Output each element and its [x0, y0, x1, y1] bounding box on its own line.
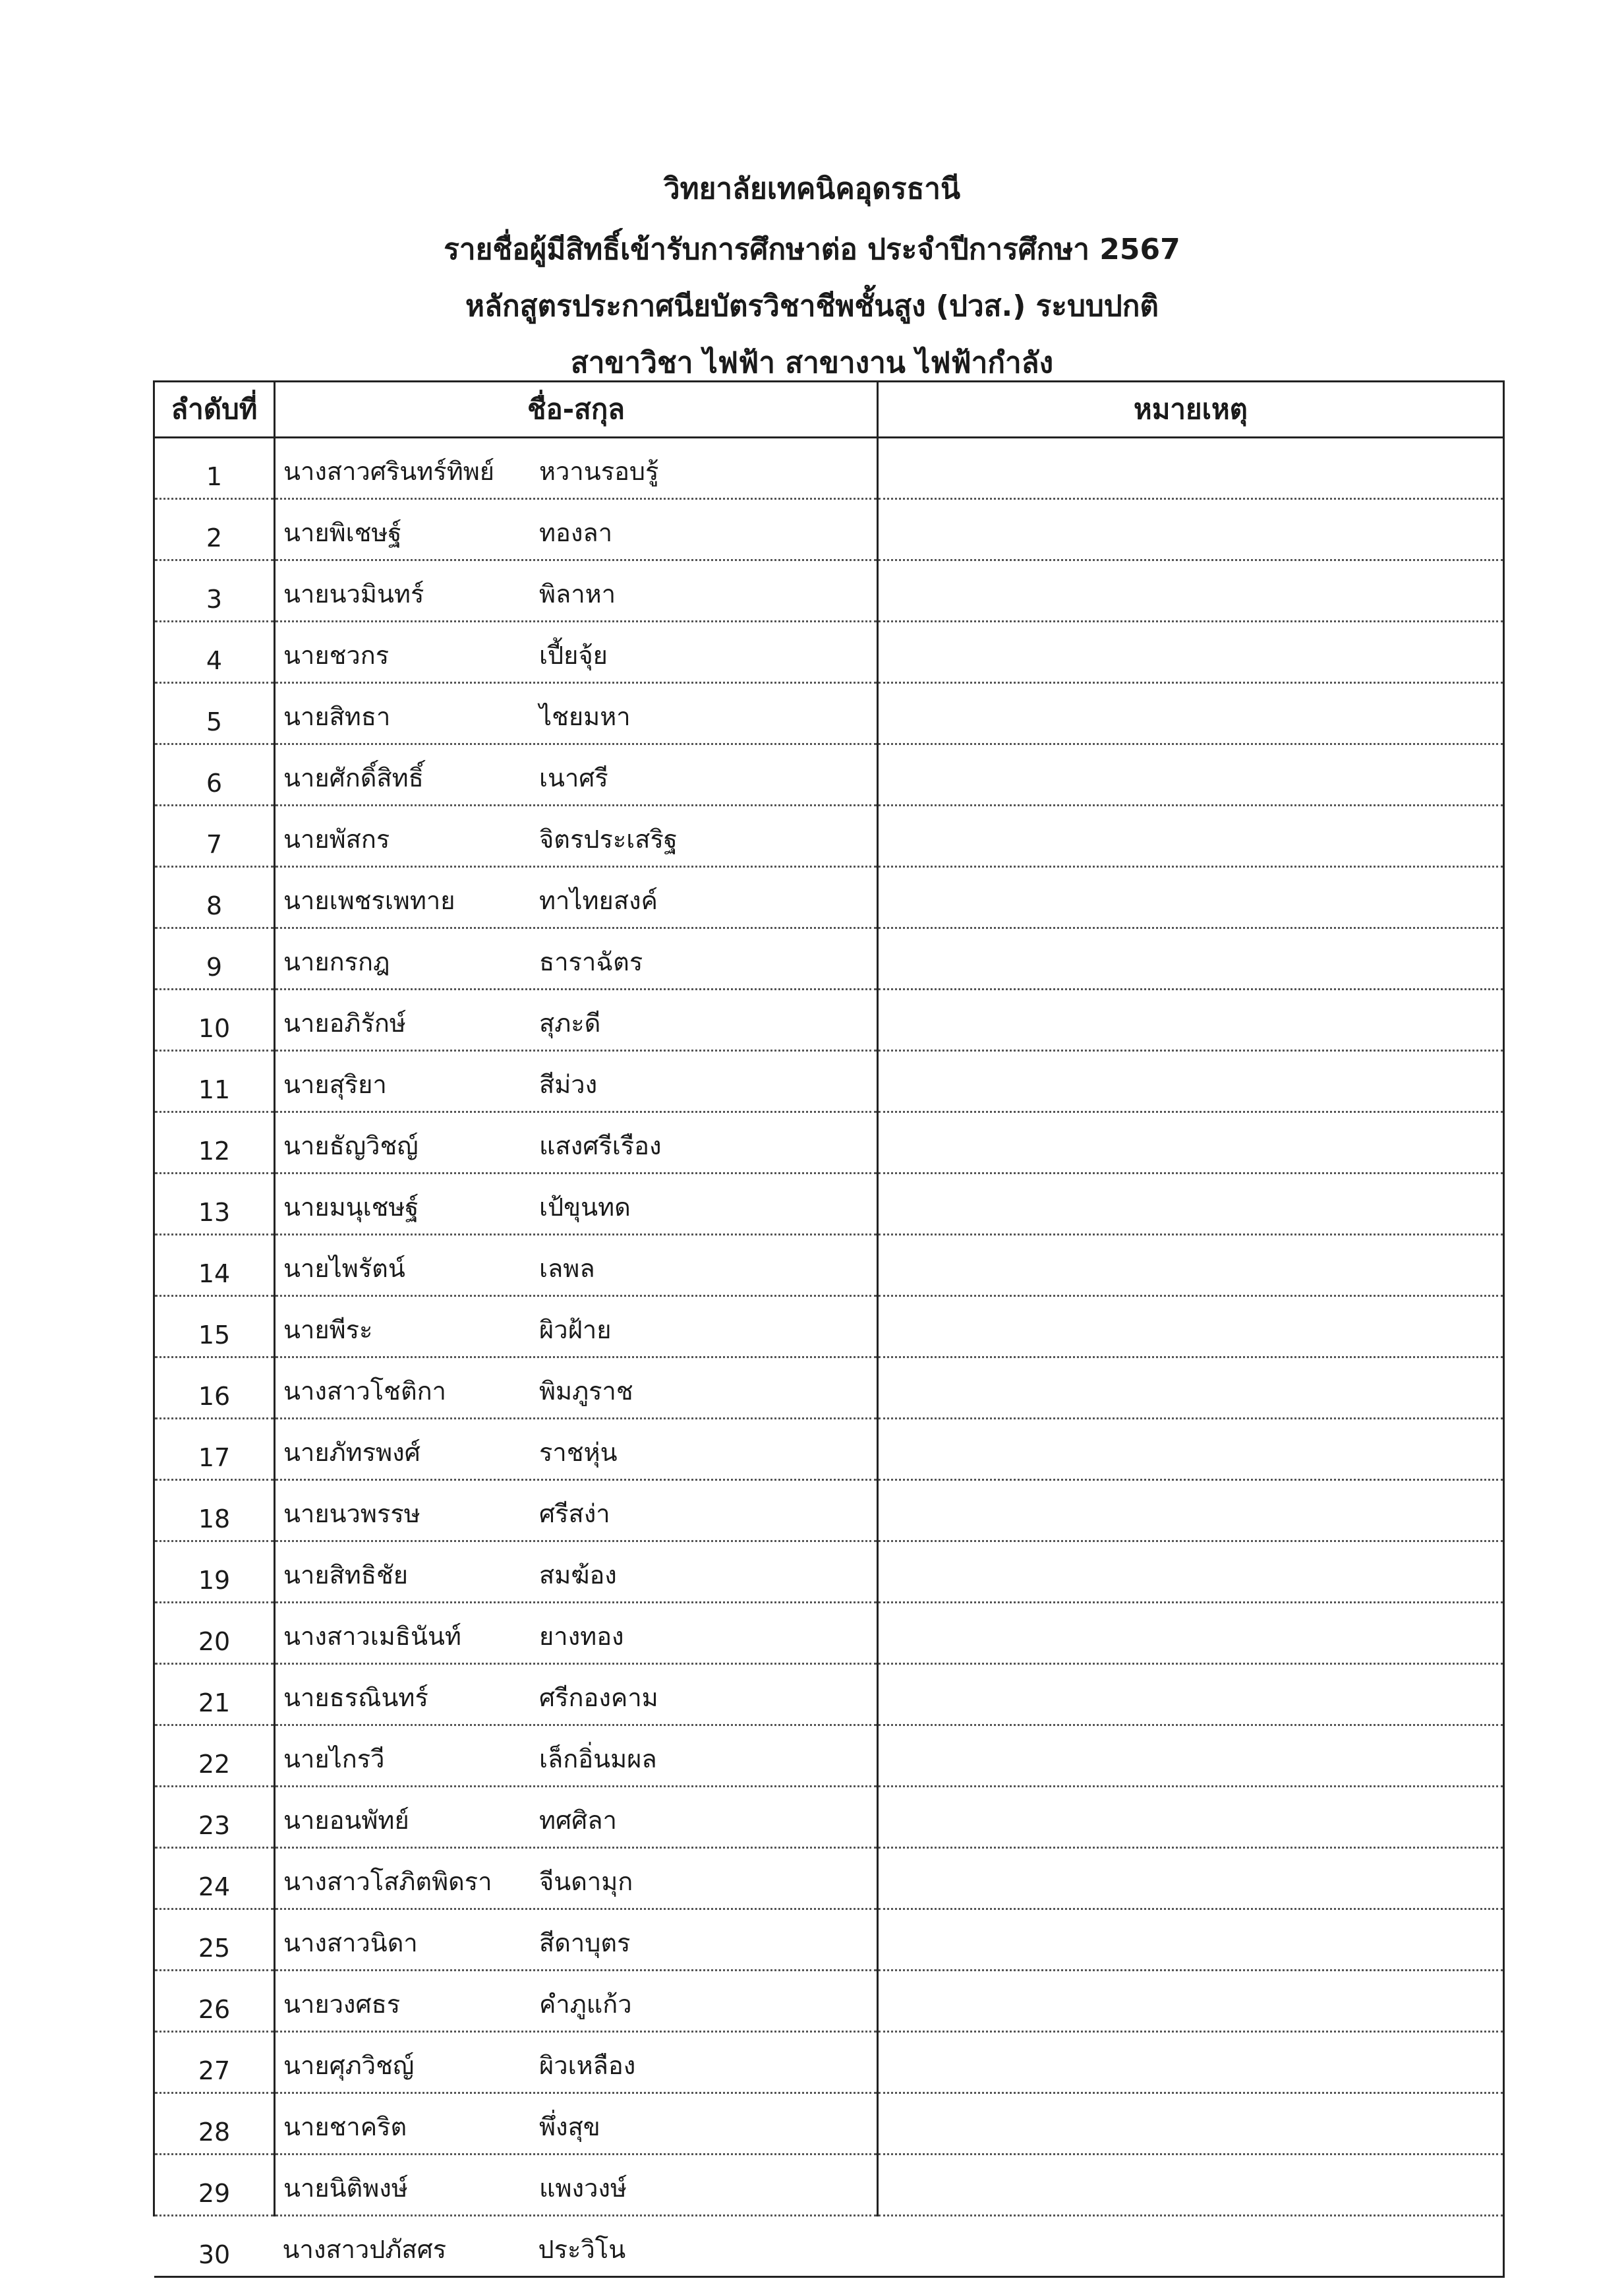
row-number: 18	[154, 1480, 275, 1541]
note-cell	[878, 683, 1504, 744]
full-name-cell	[275, 1296, 878, 1357]
last-name: เป้ขุนทด	[539, 1193, 631, 1222]
last-name: ผิวเหลือง	[539, 2051, 636, 2080]
full-name-cell	[275, 1848, 878, 1909]
first-name: นายธรณินทร์	[283, 1683, 428, 1712]
full-name-cell	[275, 438, 878, 499]
last-name: ศรีกองคาม	[539, 1683, 658, 1712]
full-name-cell	[275, 1051, 878, 1112]
column-header-note: หมายเหตุ	[878, 382, 1504, 438]
first-name: นายชาคริต	[283, 2112, 407, 2141]
first-name: นางสาวโสภิตพิดรา	[283, 1867, 492, 1896]
table-row	[154, 806, 1504, 867]
full-name-cell	[275, 990, 878, 1051]
note-cell	[878, 928, 1504, 990]
last-name: สีม่วง	[539, 1070, 598, 1099]
full-name-cell	[275, 622, 878, 683]
first-name: นางสาวเมธินันท์	[283, 1622, 461, 1651]
full-name-cell	[275, 1480, 878, 1541]
column-header-number: ลำดับที่	[154, 382, 275, 438]
row-number: 6	[154, 744, 275, 806]
first-name: นางสาวโชติกา	[283, 1377, 446, 1406]
table-row	[154, 928, 1504, 990]
row-number: 10	[154, 990, 275, 1051]
table-row	[154, 438, 1504, 499]
full-name-cell	[275, 2093, 878, 2155]
row-number: 20	[154, 1603, 275, 1664]
table-row	[154, 560, 1504, 622]
first-name: นายกรกฎ	[283, 947, 390, 976]
note-cell	[878, 1419, 1504, 1480]
table-row	[154, 1725, 1504, 1787]
table-row	[154, 2093, 1504, 2155]
last-name: ทาไทยสงค์	[539, 886, 658, 915]
note-cell	[878, 1296, 1504, 1357]
last-name: จิตรประเสริฐ	[539, 825, 678, 854]
row-number: 28	[154, 2093, 275, 2155]
table-row	[154, 1603, 1504, 1664]
note-cell	[878, 1541, 1504, 1603]
roster-table-container	[153, 380, 1503, 2278]
full-name-cell	[275, 867, 878, 928]
table-row	[154, 1971, 1504, 2032]
column-header-name: ชื่อ-สกุล	[275, 382, 878, 438]
table-row	[154, 683, 1504, 744]
note-cell	[878, 560, 1504, 622]
note-cell	[878, 2155, 1504, 2216]
first-name: นายอนพัทย์	[283, 1806, 409, 1835]
full-name-cell	[275, 2216, 878, 2277]
note-cell	[878, 1235, 1504, 1296]
note-cell	[878, 1909, 1504, 1971]
last-name: พิมภูราช	[539, 1377, 633, 1406]
last-name: เปี้ยจุ้ย	[539, 641, 608, 670]
last-name: สมฆ้อง	[539, 1561, 617, 1590]
full-name-cell	[275, 1174, 878, 1235]
row-number: 19	[154, 1541, 275, 1603]
table-row	[154, 1664, 1504, 1725]
first-name: นายพิเชษฐ์	[283, 518, 402, 547]
last-name: หวานรอบรู้	[539, 457, 659, 486]
last-name: ทศศิลา	[539, 1806, 617, 1835]
note-cell	[878, 1480, 1504, 1541]
row-number: 26	[154, 1971, 275, 2032]
roster-table-body	[154, 438, 1504, 2277]
last-name: สุภะดี	[539, 1009, 601, 1038]
row-number: 14	[154, 1235, 275, 1296]
full-name-cell	[275, 2155, 878, 2216]
last-name: ทองลา	[539, 518, 613, 547]
table-row	[154, 622, 1504, 683]
full-name-cell	[275, 1909, 878, 1971]
program-title: หลักสูตรประกาศนียบัตรวิชาชีพชั้นสูง (ปวส.) ระบบปกติ	[465, 289, 1159, 323]
table-row	[154, 2216, 1504, 2277]
last-name: พิลาหา	[539, 580, 616, 609]
first-name: นายพัสกร	[283, 825, 390, 854]
table-row	[154, 1541, 1504, 1603]
note-cell	[878, 1174, 1504, 1235]
first-name: นางสาวนิดา	[283, 1928, 418, 1957]
first-name: นายอภิรักษ์	[283, 1009, 406, 1038]
first-name: นายสิทธิชัย	[283, 1561, 409, 1590]
note-cell	[878, 1664, 1504, 1725]
row-number: 16	[154, 1357, 275, 1419]
table-row	[154, 1480, 1504, 1541]
first-name: นายนวมินทร์	[283, 580, 424, 609]
note-cell	[878, 806, 1504, 867]
note-cell	[878, 622, 1504, 683]
first-name: นายศักดิ์สิทธิ์	[283, 763, 424, 792]
full-name-cell	[275, 1235, 878, 1296]
last-name: ผิวฝ้าย	[539, 1315, 612, 1344]
full-name-cell	[275, 499, 878, 560]
row-number: 21	[154, 1664, 275, 1725]
first-name: นายชวกร	[283, 641, 390, 670]
note-cell	[878, 1725, 1504, 1787]
table-row	[154, 1235, 1504, 1296]
row-number: 5	[154, 683, 275, 744]
table-row	[154, 1787, 1504, 1848]
first-name: นายไกรวี	[283, 1744, 385, 1773]
table-row	[154, 1112, 1504, 1174]
full-name-cell	[275, 1419, 878, 1480]
last-name: ศรีสง่า	[539, 1499, 610, 1528]
note-cell	[878, 1051, 1504, 1112]
first-name: นายภัทรพงศ์	[283, 1438, 420, 1467]
row-number: 27	[154, 2032, 275, 2093]
row-number: 13	[154, 1174, 275, 1235]
note-cell	[878, 1603, 1504, 1664]
table-row	[154, 499, 1504, 560]
note-cell	[878, 744, 1504, 806]
row-number: 17	[154, 1419, 275, 1480]
first-name: นายสิทธา	[283, 702, 391, 731]
first-name: นายสุริยา	[283, 1070, 387, 1099]
row-number: 9	[154, 928, 275, 990]
full-name-cell	[275, 1357, 878, 1419]
row-number: 24	[154, 1848, 275, 1909]
note-cell	[878, 499, 1504, 560]
last-name: สีดาบุตร	[539, 1928, 631, 1957]
full-name-cell	[275, 1971, 878, 2032]
note-cell	[878, 2032, 1504, 2093]
row-number: 22	[154, 1725, 275, 1787]
document-header	[0, 157, 1624, 392]
table-row	[154, 1419, 1504, 1480]
last-name: เลพล	[539, 1254, 595, 1283]
full-name-cell	[275, 1664, 878, 1725]
note-cell	[878, 2093, 1504, 2155]
first-name: นายเพชรเพทาย	[283, 886, 455, 915]
table-header-row	[154, 382, 1504, 438]
full-name-cell	[275, 744, 878, 806]
table-row	[154, 867, 1504, 928]
first-name: นายศุภวิชญ์	[283, 2051, 415, 2080]
table-row	[154, 1909, 1504, 1971]
first-name: นายมนุเชษฐ์	[283, 1193, 419, 1222]
first-name: นายพีระ	[283, 1315, 373, 1344]
roster-table	[153, 380, 1505, 2278]
row-number: 2	[154, 499, 275, 560]
row-number: 12	[154, 1112, 275, 1174]
row-number: 1	[154, 438, 275, 499]
table-row	[154, 2032, 1504, 2093]
note-cell	[878, 2216, 1504, 2277]
last-name: ยางทอง	[539, 1622, 624, 1651]
note-cell	[878, 1971, 1504, 2032]
row-number: 3	[154, 560, 275, 622]
first-name: นายนิติพงษ์	[283, 2174, 408, 2203]
last-name: ราชหุ่น	[539, 1438, 618, 1467]
row-number: 8	[154, 867, 275, 928]
department-title: สาขาวิชา ไฟฟ้า สาขางาน ไฟฟ้ากำลัง	[570, 346, 1054, 380]
full-name-cell	[275, 683, 878, 744]
full-name-cell	[275, 2032, 878, 2093]
table-row	[154, 1848, 1504, 1909]
note-cell	[878, 1787, 1504, 1848]
last-name: เนาศรี	[539, 763, 608, 792]
note-cell	[878, 1112, 1504, 1174]
note-cell	[878, 990, 1504, 1051]
row-number: 30	[154, 2216, 275, 2277]
full-name-cell	[275, 1603, 878, 1664]
document-title: รายชื่อผู้มีสิทธิ์เข้ารับการศึกษาต่อ ประจำปีการศึกษา 2567	[444, 233, 1180, 266]
row-number: 25	[154, 1909, 275, 1971]
first-name: นายธัญวิชญ์	[283, 1131, 419, 1160]
last-name: เล็กอิ่นมผล	[539, 1744, 657, 1773]
row-number: 23	[154, 1787, 275, 1848]
row-number: 29	[154, 2155, 275, 2216]
full-name-cell	[275, 560, 878, 622]
table-row	[154, 990, 1504, 1051]
table-row	[154, 1357, 1504, 1419]
full-name-cell	[275, 806, 878, 867]
table-row	[154, 1174, 1504, 1235]
row-number: 15	[154, 1296, 275, 1357]
last-name: จีนดามุก	[539, 1867, 633, 1896]
last-name: แสงศรีเรือง	[539, 1131, 662, 1160]
last-name: ธาราฉัตร	[539, 947, 643, 976]
note-cell	[878, 1357, 1504, 1419]
first-name: นายไพรัตน์	[283, 1254, 405, 1283]
college-name: วิทยาลัยเทคนิคอุดรธานี	[663, 172, 961, 206]
table-row	[154, 1051, 1504, 1112]
note-cell	[878, 438, 1504, 499]
last-name: คำภูแก้ว	[539, 1990, 632, 2019]
last-name: ประวิโน	[538, 2235, 626, 2264]
row-number: 11	[154, 1051, 275, 1112]
full-name-cell	[275, 1787, 878, 1848]
full-name-cell	[275, 1541, 878, 1603]
note-cell	[878, 1848, 1504, 1909]
last-name: พึ่งสุข	[539, 2112, 600, 2141]
table-row	[154, 744, 1504, 806]
table-row	[154, 1296, 1504, 1357]
table-row	[154, 2155, 1504, 2216]
first-name: นางสาวปภัสศร	[282, 2235, 447, 2264]
row-number: 4	[154, 622, 275, 683]
note-cell	[878, 867, 1504, 928]
full-name-cell	[275, 1725, 878, 1787]
last-name: แพงวงษ์	[539, 2174, 627, 2203]
row-number: 7	[154, 806, 275, 867]
first-name: นางสาวศรินทร์ทิพย์	[283, 457, 495, 486]
full-name-cell	[275, 928, 878, 990]
first-name: นายนวพรรษ	[283, 1499, 420, 1528]
full-name-cell	[275, 1112, 878, 1174]
last-name: ไชยมหา	[539, 702, 631, 731]
first-name: นายวงศธร	[283, 1990, 401, 2019]
